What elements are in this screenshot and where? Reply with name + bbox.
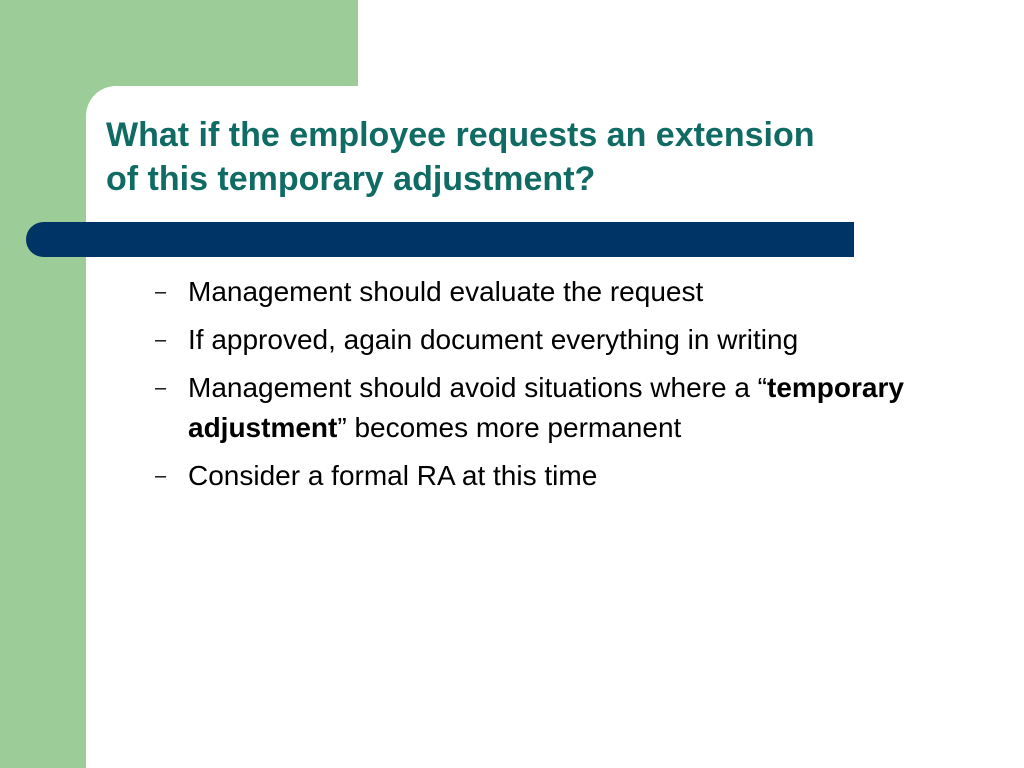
dash-icon: – (155, 377, 167, 399)
slide-title (106, 113, 986, 201)
bullet-text (188, 372, 904, 443)
bullet-text: Management should evaluate the request (188, 276, 704, 307)
bullet-item (150, 272, 970, 312)
bullet-text: If approved, again document everything in writing (188, 324, 799, 355)
bullet-item (150, 368, 970, 448)
bullet-emphasis: temporary adjustment (188, 372, 904, 443)
bullet-item (150, 456, 970, 496)
dash-icon: – (155, 465, 167, 487)
bullet-text-before: Management should avoid situations where a “ (188, 372, 768, 403)
bullet-item (150, 320, 970, 360)
dash-icon: – (155, 329, 167, 351)
title-line-2: of this temporary adjustment? (106, 160, 596, 198)
title-divider-bar (26, 222, 854, 257)
bullet-text-after: ” becomes more permanent (337, 412, 682, 443)
title-line-1: What if the employee requests an extension (106, 116, 815, 154)
bullet-text: Consider a formal RA at this time (188, 460, 598, 491)
dash-icon: – (155, 281, 167, 303)
bullet-list (150, 272, 970, 504)
